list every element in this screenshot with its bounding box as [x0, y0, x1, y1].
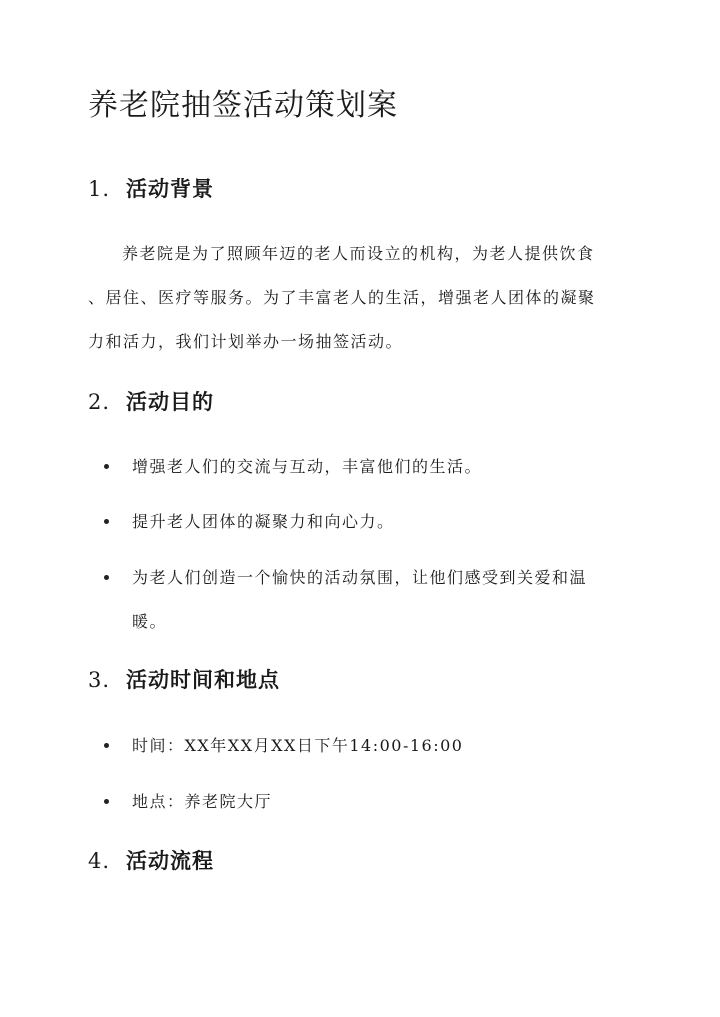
- bullet-list-item: [110, 445, 482, 489]
- paragraph-line: 、居住、医疗等服务。为了丰富老人的生活，增强老人团体的凝聚: [88, 288, 596, 307]
- bullet-icon: [104, 575, 109, 580]
- section-heading-process: [88, 846, 214, 876]
- bullet-list-item: [110, 724, 463, 768]
- section-title: 活动时间和地点: [126, 667, 280, 692]
- section-title: 活动流程: [126, 848, 214, 873]
- section-heading-time-place: [88, 665, 280, 695]
- section-number: 3.: [88, 668, 111, 692]
- section-title: 活动目的: [126, 389, 214, 414]
- section-number: 4.: [88, 849, 111, 873]
- bullet-text: 提升老人团体的凝聚力和向心力。: [132, 512, 395, 531]
- bullet-text: 为老人们创造一个愉快的活动氛围，让他们感受到关爱和温: [132, 568, 588, 587]
- paragraph-line: 养老院是为了照顾年迈的老人而设立的机构，为老人提供饮食: [122, 244, 595, 263]
- bullet-icon: [104, 519, 109, 524]
- bullet-icon: [104, 464, 109, 469]
- bullet-list-item: [110, 500, 395, 544]
- bullet-text: 增强老人们的交流与互动，丰富他们的生活。: [132, 457, 483, 476]
- section-heading-purpose: [88, 387, 214, 417]
- bullet-list-item: [110, 780, 272, 824]
- bullet-list-item: [110, 556, 587, 644]
- paragraph-line: 力和活力，我们计划举办一场抽签活动。: [88, 332, 404, 351]
- section-title: 活动背景: [126, 176, 214, 201]
- bullet-icon: [104, 799, 109, 804]
- bullet-icon: [104, 743, 109, 748]
- section-number: 2.: [88, 390, 111, 414]
- bullet-text: 暖。: [132, 612, 168, 631]
- section-number: 1.: [88, 177, 111, 201]
- bullet-text: 地点：养老院大厅: [132, 792, 273, 811]
- section-heading-background: [88, 174, 214, 204]
- bullet-text: 时间：XX年XX月XX日下午14:00-16:00: [132, 736, 464, 755]
- document-title: 养老院抽签活动策划案: [88, 88, 398, 123]
- background-paragraph: [88, 232, 640, 364]
